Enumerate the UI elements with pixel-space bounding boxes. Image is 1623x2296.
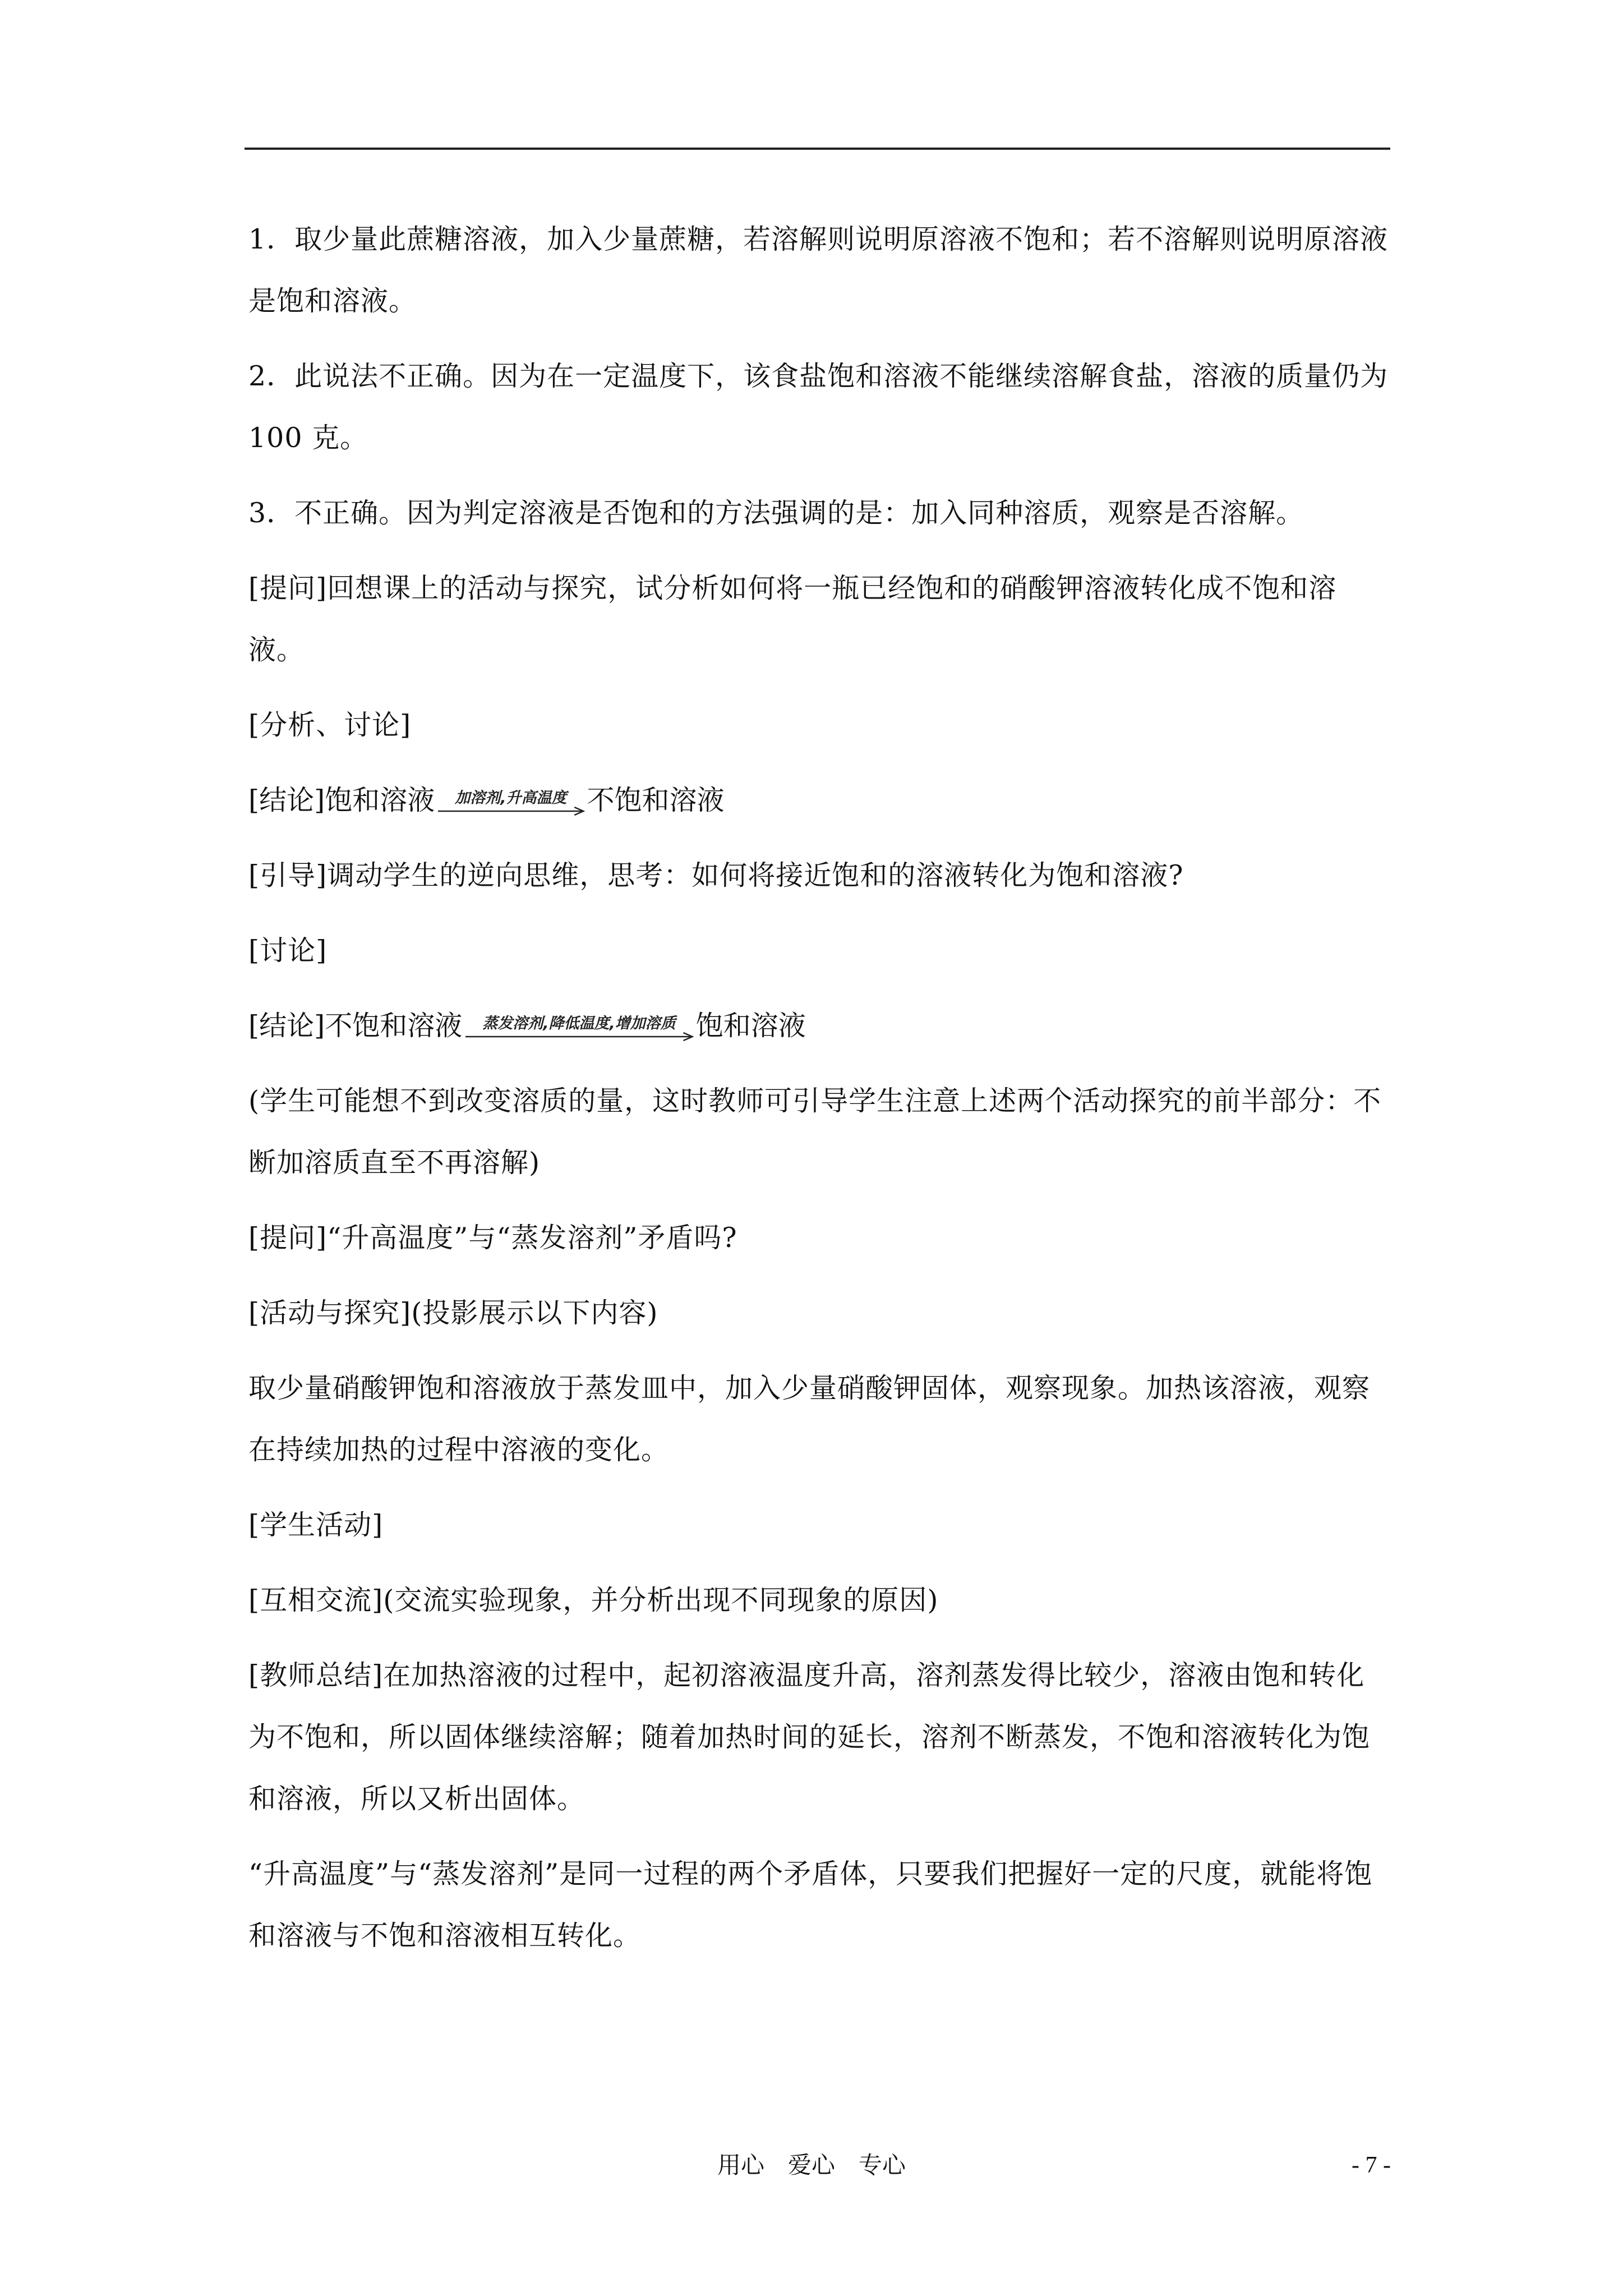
footer-motto: 用心 爱心 专心 (717, 2151, 906, 2179)
answer-3: 3．不正确。因为判定溶液是否饱和的方法强调的是：加入同种溶质，观察是否溶解。 (248, 497, 1304, 529)
question-contradiction: [提问]“升高温度”与“蒸发溶剂”矛盾吗? (248, 1222, 737, 1254)
right-arrow-icon (438, 807, 583, 816)
page-number: - 7 - (1352, 2152, 1391, 2178)
conclusion-saturated-to-unsaturated (248, 770, 1393, 831)
conclusion-1-prefix: [结论]饱和溶液 (248, 784, 435, 816)
experiment-description: 取少量硝酸钾饱和溶液放于蒸发皿中，加入少量硝酸钾固体，观察现象。加热该溶液，观察在持续加热的过程中溶液的变化。 (248, 1372, 1371, 1466)
discussion-heading: [讨论] (248, 935, 328, 967)
document-body (248, 209, 1398, 1980)
question-saturated-to-unsaturated: [提问]回想课上的活动与探究，试分析如何将一瓶已经饱和的硝酸钾溶液转化成不饱和溶液。 (248, 572, 1337, 666)
conclusion-2-prefix: [结论]不饱和溶液 (248, 1010, 463, 1042)
teacher-note: (学生可能想不到改变溶质的量，这时教师可引导学生注意上述两个活动探究的前半部分：不断加溶质直至不再溶解) (248, 1085, 1382, 1179)
closing-statement: “升高温度”与“蒸发溶剂”是同一过程的两个矛盾体，只要我们把握好一定的尺度，就能将饱和溶液与不饱和溶液相互转化。 (248, 1858, 1373, 1952)
header-rule (245, 148, 1390, 150)
teacher-summary: [教师总结]在加热溶液的过程中，起初溶液温度升高，溶剂蒸发得比较少，溶液由饱和转化为不饱和，所以固体继续溶解；随着加热时间的延长，溶剂不断蒸发，不饱和溶液转化为饱和溶液，所以又析出固体。 (248, 1659, 1371, 1815)
exchange-heading: [互相交流](交流实验现象，并分析出现不同现象的原因) (248, 1584, 939, 1616)
answer-2: 2．此说法不正确。因为在一定温度下，该食盐饱和溶液不能继续溶解食盐，溶液的质量仍为 100 克。 (248, 360, 1398, 454)
guidance-reverse-thinking: [引导]调动学生的逆向思维，思考：如何将接近饱和的溶液转化为饱和溶液? (248, 859, 1184, 891)
right-arrow-icon (465, 1032, 693, 1041)
conclusion-2-suffix: 饱和溶液 (695, 1010, 806, 1042)
conversion-arrow-1-label: 加溶剂,升高温度 (455, 789, 567, 807)
conclusion-unsaturated-to-saturated (248, 995, 1393, 1057)
conclusion-1-suffix: 不饱和溶液 (587, 784, 725, 816)
activity-heading: [活动与探究](投影展示以下内容) (248, 1297, 658, 1329)
answer-1: 1．取少量此蔗糖溶液，加入少量蔗糖，若溶解则说明原溶液不饱和；若不溶解则说明原溶液是饱和溶液。 (248, 223, 1389, 317)
conversion-arrow-2 (465, 1015, 693, 1041)
student-activity-heading: [学生活动] (248, 1509, 384, 1541)
analysis-discussion-heading: [分析、讨论] (248, 709, 412, 741)
conversion-arrow-1 (438, 790, 583, 816)
conversion-arrow-2-label: 蒸发溶剂,降低温度,增加溶质 (482, 1015, 676, 1032)
